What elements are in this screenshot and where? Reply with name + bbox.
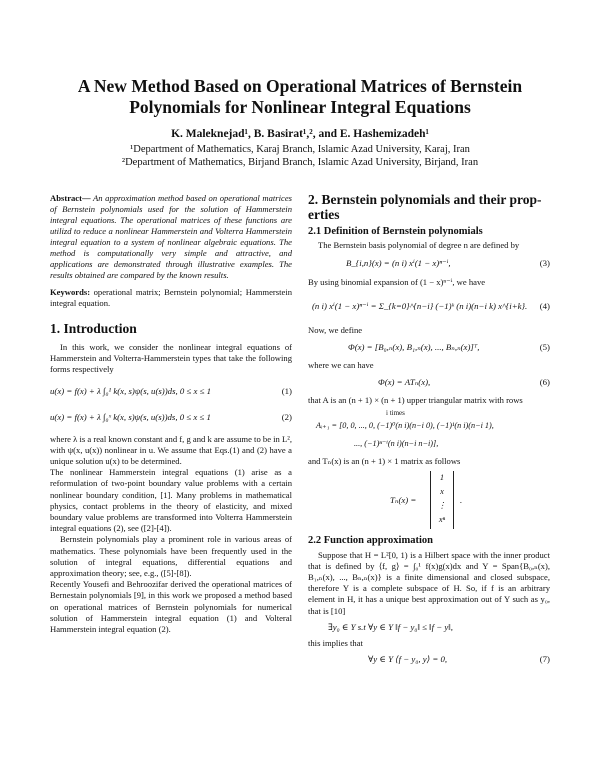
sec2-paragraph-1: The Bernstein basis polynomial of degree n are defined by	[318, 240, 520, 251]
authors: K. Maleknejad¹, B. Basirat¹,², and E. Hashemizadeh¹	[171, 128, 429, 140]
equation-t-entry: 1	[439, 473, 445, 483]
equation-7-number: (7)	[539, 654, 550, 665]
section-2-heading	[308, 192, 550, 222]
equation-t-entry: x	[440, 487, 444, 497]
subsection-2-2-heading: 2.2 Function approximation	[308, 535, 433, 547]
sec2-paragraph-8: this implies that	[308, 637, 363, 648]
abstract-text: An approximation method based on operational matrices of Bernstein polynomials used for the solution of Hammerstein integral equations. The operational matrices of these functions are utilizd to reduce a nonlinear Hammerstein and Volterra Hammerstein integral equation to a system of nonlinear algebraic equations. The method is computationally very simple and attractive, and applications are demonstrated through illustrative examples. The results obtained are compared by the known results.	[50, 193, 292, 280]
equation-t-brackets	[430, 471, 454, 529]
equation-5	[308, 339, 550, 357]
equation-5-number: (5)	[539, 341, 550, 352]
equation-a-line-2: ..., (−1)ⁿ⁻ⁱ(n i)(n−i n−i)],	[354, 439, 439, 449]
equation-4-number: (4)	[539, 300, 550, 311]
section-2-heading-line-2: erties	[308, 207, 340, 222]
intro-paragraph-1: In this work, we consider the nonlinear integral equations of Hammerstein and Volterra-Hammerstein types that take the following forms respectively	[50, 342, 292, 375]
abstract-label: Abstract—	[50, 193, 91, 203]
equation-6-number: (6)	[539, 377, 550, 388]
equation-5-body: Φ(x) = [B₀,ₙ(x), B₁,ₙ(x), ..., Bₙ,ₙ(x)]ᵀ,	[348, 341, 480, 352]
equation-1-number: (1)	[281, 385, 292, 396]
equation-3	[308, 254, 550, 274]
equation-best-body: ∃y₀ ∈ Y s.t ∀y ∈ Y ‖f − y₀‖ ≤ ‖f − y‖,	[328, 621, 453, 632]
equation-2-body: u(x) = f(x) + λ ∫₀ˣ k(x, s)ψ(s, u(s))ds, 0 ≤ x ≤ 1	[50, 411, 211, 422]
equation-a-line-1: Aᵢ₊₁ = [0, 0, ..., 0, (−1)⁰(n i)(n−i 0), (−1)¹(n i)(n−i 1),	[316, 421, 494, 431]
sec2-paragraph-6: and Tₙ(x) is an (n + 1) × 1 matrix as follows	[308, 456, 461, 467]
left-column	[50, 193, 292, 635]
equation-a-overbrace-label: i times	[386, 409, 405, 418]
intro-paragraph-5: Recently Yousefi and Behroozifar derived the operational matrices of Bernestain polynomials [9], in this work we proposed a method based on operational matrices of Bernstein polynomials for numerical solution of Hammerstein integral equation (1) and Volteral Hammerstein integral equation (2).	[50, 579, 292, 635]
equation-7-body: ∀y ∈ Y ⟨f − y₀, y⟩ = 0,	[368, 654, 448, 665]
equation-best-approximation	[308, 619, 550, 636]
section-1-heading: 1. Introduction	[50, 321, 137, 336]
equation-2	[50, 408, 292, 430]
sec2-paragraph-4: where we can have	[308, 359, 374, 370]
equation-t-entries	[431, 471, 453, 527]
equation-a-rows	[308, 408, 550, 454]
keywords-label: Keywords:	[50, 287, 91, 297]
equation-6-body: Φ(x) = ATₙ(x),	[378, 377, 431, 388]
intro-paragraph-2: where λ is a real known constant and f, g and k are assume to be in L², with ψ(x, u(x)) nonlinear in u. We assume that Eqs.(1) and (2) have a unique solution u(x) to be determined.	[50, 433, 292, 467]
sec2-paragraph-7: Suppose that H = L²[0, 1) is a Hilbert space with the inner product that is defined by ⟨f, g⟩ = ∫₀¹ f(x)g(x)dx and Y = Span{B₀,ₙ(x), B₁,ₙ(x), ..., Bₙ,ₙ(x)} is a finite dimensional and closed subspace, therefore Y is a complete subspace of H. So, if f is an arbitrary element in H, it has a unique best approximation out of Y such as y₀, that is [10]	[308, 549, 550, 616]
equation-t-end: .	[460, 495, 463, 506]
intro-paragraph-3: The nonlinear Hammerstein integral equations (1) arise as a reformulation of two-point boundary value problems with a certain nonlinear boundary condition, [1]. Many problems in mathematical physics, contact problems in the theory of elasticity, and mixed boundary value problems are transformed into Volterra Hammerstein integral equations (2), see ([2]-[4]).	[50, 467, 292, 534]
equation-7	[308, 651, 550, 668]
equation-4	[308, 292, 550, 322]
title-line-2: Polynomials for Nonlinear Integral Equations	[129, 97, 471, 117]
equation-1-body: u(x) = f(x) + λ ∫₀¹ k(x, s)ψ(s, u(s))ds, 0 ≤ x ≤ 1	[50, 385, 212, 396]
intro-paragraph-4: Bernstein polynomials play a prominent role in various areas of mathematics. These polynomials have been frequently used in the solution of integral equations, differential equations and approximation theory; see, e.g., ([5]-[8]).	[50, 534, 292, 579]
sec2-paragraph-5: that A is an (n + 1) × (n + 1) upper triangular matrix with rows	[308, 395, 523, 406]
sec2-paragraph-2: By using binomial expansion of (1 − x)ⁿ⁻ⁱ, we have	[308, 277, 486, 288]
keywords	[50, 287, 292, 309]
equation-t-lhs: Tₙ(x) =	[390, 495, 417, 506]
abstract	[50, 193, 292, 281]
equation-1	[50, 382, 292, 404]
equation-3-body: B_{i,n}(x) = (n i) xⁱ(1 − x)ⁿ⁻ⁱ,	[346, 258, 451, 269]
section-2-heading-line-1: 2. Bernstein polynomials and their prop-	[308, 192, 542, 207]
keywords-text: operational matrix; Bernstein polynomial; Hammerstein integral equation.	[50, 287, 292, 308]
paper-title	[40, 76, 560, 118]
equation-t-matrix	[308, 469, 550, 533]
right-column	[308, 192, 550, 670]
equation-4-body: (n i) xⁱ(1 − x)ⁿ⁻ⁱ = Σ_{k=0}^{n−i} (−1)ᵏ (n i)(n−i k) x^{i+k}.	[312, 300, 528, 311]
equation-3-number: (3)	[539, 258, 550, 269]
sec2-paragraph-3: Now, we define	[308, 324, 363, 335]
title-line-1: A New Method Based on Operational Matrices of Bernstein	[77, 76, 523, 96]
equation-t-entry: ⋮	[437, 501, 447, 511]
affiliation-2: ²Department of Mathematics, Birjand Branch, Islamic Azad University, Birjand, Iran	[121, 157, 479, 168]
affiliation-1: ¹Department of Mathematics, Karaj Branch, Islamic Azad University, Karaj, Iran	[130, 144, 470, 155]
equation-2-number: (2)	[281, 411, 292, 422]
equation-6	[308, 374, 550, 392]
equation-t-entry: xⁿ	[438, 515, 446, 525]
subsection-2-1-heading: 2.1 Definition of Bernstein polynomials	[308, 226, 483, 237]
